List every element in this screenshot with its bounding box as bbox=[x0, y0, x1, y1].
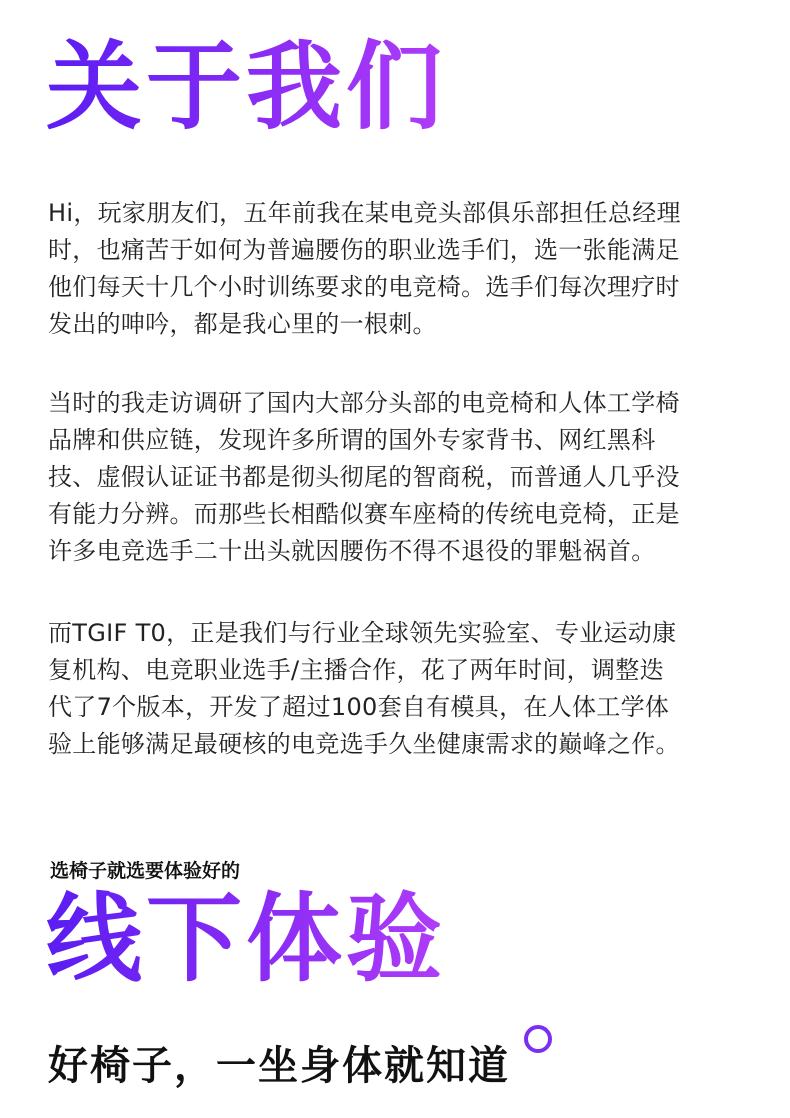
product-paragraph: 而TGIF T0，正是我们与行业全球领先实验室、专业运动康 复机构、电竞职业选手/主播合作，花了两年时间，调整迭 代了7个版本，开发了超过100套自有模具，在人体工学体 验上能够满足最硬核的电竞选手久坐健康需求的巅峰之作。 bbox=[48, 619, 680, 758]
about-us-title: 关于我们 bbox=[46, 31, 446, 143]
decorative-ring-icon bbox=[524, 1025, 552, 1053]
offline-subtitle: 选椅子就选要体验好的 bbox=[50, 860, 241, 882]
research-paragraph: 当时的我走访调研了国内大部分头部的电竞椅和人体工学椅 品牌和供应链，发现许多所谓的国外专家背书、网红黑科 技、虚假认证证书都是彻头彻尾的智商税，而普通人几乎没 有能力分辨。而那些长相酷似赛车座椅的传统电竞椅，正是 许多电竞选手二十出头就因腰伤不得不退役的罪魁祸首。 bbox=[48, 389, 680, 565]
offline-experience-title: 线下体验 bbox=[46, 883, 446, 995]
slogan: 好椅子，一坐身体就知道 bbox=[48, 1043, 510, 1089]
intro-paragraph: Hi，玩家朋友们，五年前我在某电竞头部俱乐部担任总经理 时，也痛苦于如何为普遍腰伤的职业选手们，选一张能满足 他们每天十几个小时训练要求的电竞椅。选手们每次理疗时 发出的呻吟，都是我心里的一根刺。 bbox=[48, 199, 681, 338]
